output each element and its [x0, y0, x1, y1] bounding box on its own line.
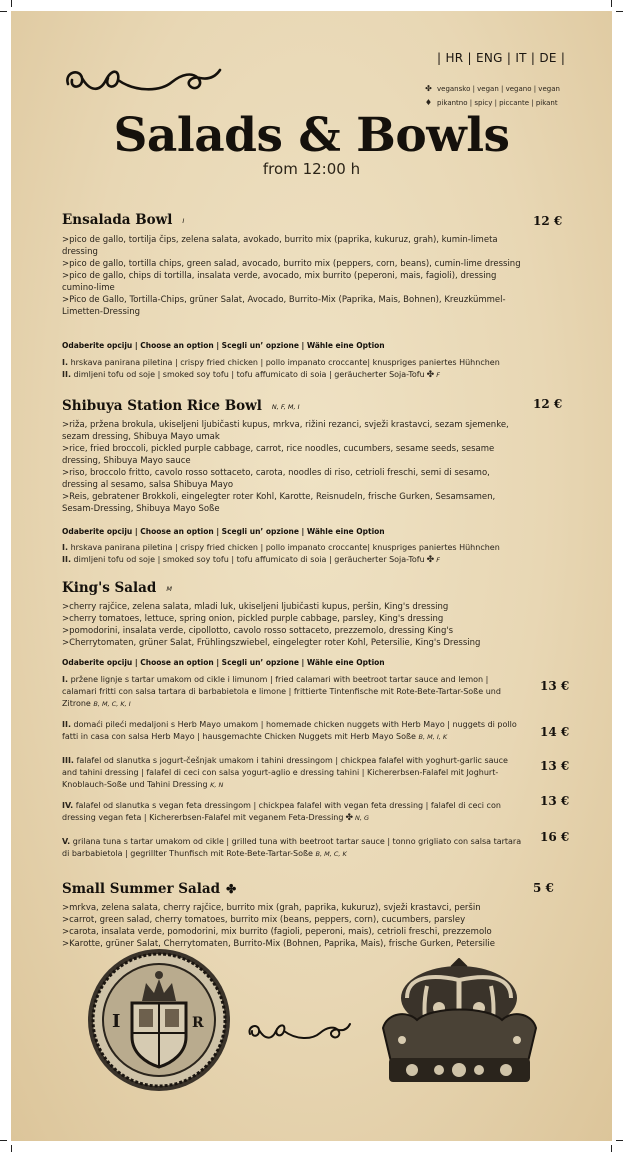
section-title-kings-salad: King's Salad M [62, 580, 172, 596]
leaf-icon: ✤ [426, 370, 435, 380]
option-item: II. dimljeni tofu od soje | smoked soy tofu | tofu affumicato di soia | geräucherter Soja-Tofu ✤ F [62, 370, 440, 380]
section-description: >mrkva, zelena salata, cherry rajčice, burrito mix (grah, paprika, kukuruz), svježi krastavci, peršin >carrot, green salad, cherry tomatoes, burrito mix (beans, peppers, corn), cucumbers, parsley >carota, insalata verde, pomodorini, mix burrito (fagioli, peperoni, mais), cetrioli freschi, prezzemolo >Karotte, grüner Salat, Cherrytomaten, Burrito-Mix (Bohnen, Paprika, Mais), frische Gurken, Petersilie [62, 903, 495, 949]
option-item: IV. falafel od slanutka s vegan feta dressingom | chickpea falafel with vegan feta dressing | falafel di ceci con dressing vegan feta | Kichererbsen-Falafel mit veganem Feta-Dressing ✤ N, G [62, 801, 501, 823]
allergen-codes: M [166, 584, 172, 593]
svg-text:R: R [192, 1015, 204, 1031]
section-title-shibuya-station-rice-bowl: Shibuya Station Rice Bowl N, F, M, I [62, 398, 300, 414]
option-price: 13 € [540, 679, 570, 693]
option-item: I. pržene lignje s tartar umakom od cikle i limunom | fried calamari with beetroot tartar sauce and lemon | calamari fritti con salsa tartara di barbabietola e limone | frittierte Tintenfische mit Rote-Bete-Tartar-Soße und Zitrone B, M, C, K, I [62, 675, 501, 708]
option-item: V. grilana tuna s tartar umakom od cikle | grilled tuna with beetroot tartar sauce | tonno grigliato con salsa tartara di barbabietola | gegrillter Thunfisch mit Rote-Bete-Tartar-Soße B, M, C, K [62, 837, 522, 858]
option-item: II. dimljeni tofu od soje | smoked soy tofu | tofu affumicato di soia | geräucherter Soja-Tofu ✤ F [62, 555, 440, 565]
option-label: Odaberite opciju | Choose an option | Scegli un’ opzione | Wähle eine Option [62, 527, 385, 536]
section-title-ensalada-bowl: Ensalada Bowl I [62, 212, 185, 228]
option-price: 16 € [540, 830, 570, 844]
section-description: >cherry rajčice, zelena salata, mladi luk, ukiseljeni ljubičasti kupus, peršin, King's dressing >cherry tomatoes, lettuce, spring onion, pickled purple cabbage, parsley, King's dressing >pomodorini, insalata verde, cipollotto, cavolo rosso sottaceto, prezzemolo, dressing King's >Cherrytomaten, grüner Salat, Frühlingszwiebel, eingelegter roter Kohl, Petersilie, King's Dressing [62, 602, 481, 648]
flame-icon: ♦ [424, 98, 433, 107]
option-label: Odaberite opciju | Choose an option | Scegli un’ opzione | Wähle eine Option [62, 341, 385, 350]
language-selector: | HR | ENG | IT | DE | [437, 51, 566, 65]
allergen-codes: I [182, 216, 185, 225]
legend-vegan: ✤ vegansko | vegan | vegano | vegan [425, 84, 560, 93]
option-price: 14 € [540, 725, 570, 739]
price-small-summer-salad: 5 € [533, 881, 554, 895]
option-price: 13 € [540, 759, 570, 773]
page-subtitle: from 12:00 h [262, 160, 361, 178]
svg-text:I: I [112, 1011, 121, 1032]
allergen-codes: N, F, M, I [271, 402, 300, 411]
leaf-icon: ✤ [425, 84, 432, 93]
leaf-icon: ✤ [426, 555, 435, 565]
option-item: I. hrskava panirana piletina | crispy fried chicken | pollo impanato croccante| knuspriges paniertes Hühnchen [62, 543, 500, 552]
option-label: Odaberite opciju | Choose an option | Scegli un’ opzione | Wähle eine Option [62, 658, 385, 667]
leaf-icon: ✤ [345, 813, 353, 823]
option-price: 13 € [540, 794, 570, 808]
option-list [62, 542, 552, 566]
option-item: I. hrskava panirana piletina | crispy fried chicken | pollo impanato croccante| knuspriges paniertes Hühnchen [62, 358, 500, 367]
section-title-small-summer-salad: Small Summer Salad ✤ [62, 881, 237, 897]
price-ensalada-bowl: 12 € [533, 214, 563, 228]
section-description: >pico de gallo, tortilja čips, zelena salata, avokado, burrito mix (paprika, kukuruz, grah), kumin-limeta dressing >pico de gallo, tortilla chips, green salad, avocado, burrito mix (peppers, corn, beans), cumin-lime dressing >pico de gallo, chips di tortilla, insalata verde, avocado, mix burrito (peperoni, mais, fagioli), dressing cumino-lime >Pico de Gallo, Tortilla-Chips, grüner Salat, Avocado, Burrito-Mix (Paprika, Mais, Bohnen), Kreuzkümmel-Limetten-Dressing [62, 235, 521, 317]
price-shibuya: 12 € [533, 397, 563, 411]
section-description: >riža, pržena brokula, ukiseljeni ljubičasti kupus, mrkva, rižini rezanci, svježi krastavci, sezam sjemenke, sezam dressing, Shibuya Mayo umak >rice, fried broccoli, pickled purple cabbage, carrot, rice noodles, cucumbers, sesame seeds, sesame dressing, Shibuya Mayo sauce >riso, broccolo fritto, cavolo rosso sottaceto, carota, noodles di riso, cetrioli freschi, semi di sesamo, dressing al sesamo, salsa Shibuya Mayo >Reis, gebratener Brokkoli, eingelegter roter Kohl, Karotte, Reisnudeln, frische Gurken, Sesamsamen, Sesam-Dressing, Shibuya Mayo Soße [62, 420, 509, 514]
flourish-ornament-top [60, 62, 225, 102]
coin-illustration [84, 945, 234, 1095]
legend-spicy: ♦ pikantno | spicy | piccante | pikant [424, 98, 558, 107]
option-item: III. falafel od slanutka s jogurt-češnjak umakom i tahini dressingom | chickpea falafel with yoghurt-garlic sauce and tahini dressing | falafel di ceci con salsa yogurt-aglio e dressing tahini | Kichererbsen-Falafel mit Joghurt-Knoblauch-Soße und Tahini Dressing K, N [62, 756, 508, 789]
flourish-ornament-bottom [244, 1018, 354, 1048]
page-title: Salads & Bowls [113, 108, 510, 163]
option-list [62, 357, 552, 381]
crown-illustration [377, 958, 542, 1093]
option-item: II. domaći pileći medaljoni s Herb Mayo umakom | homemade chicken nuggets with Herb Mayo | nuggets di pollo fatti in casa con salsa Herb Mayo | hausgemachte Chicken Nuggets mit Herb Mayo Soße B, M, I, K [62, 720, 517, 741]
leaf-icon: ✤ [226, 882, 237, 896]
